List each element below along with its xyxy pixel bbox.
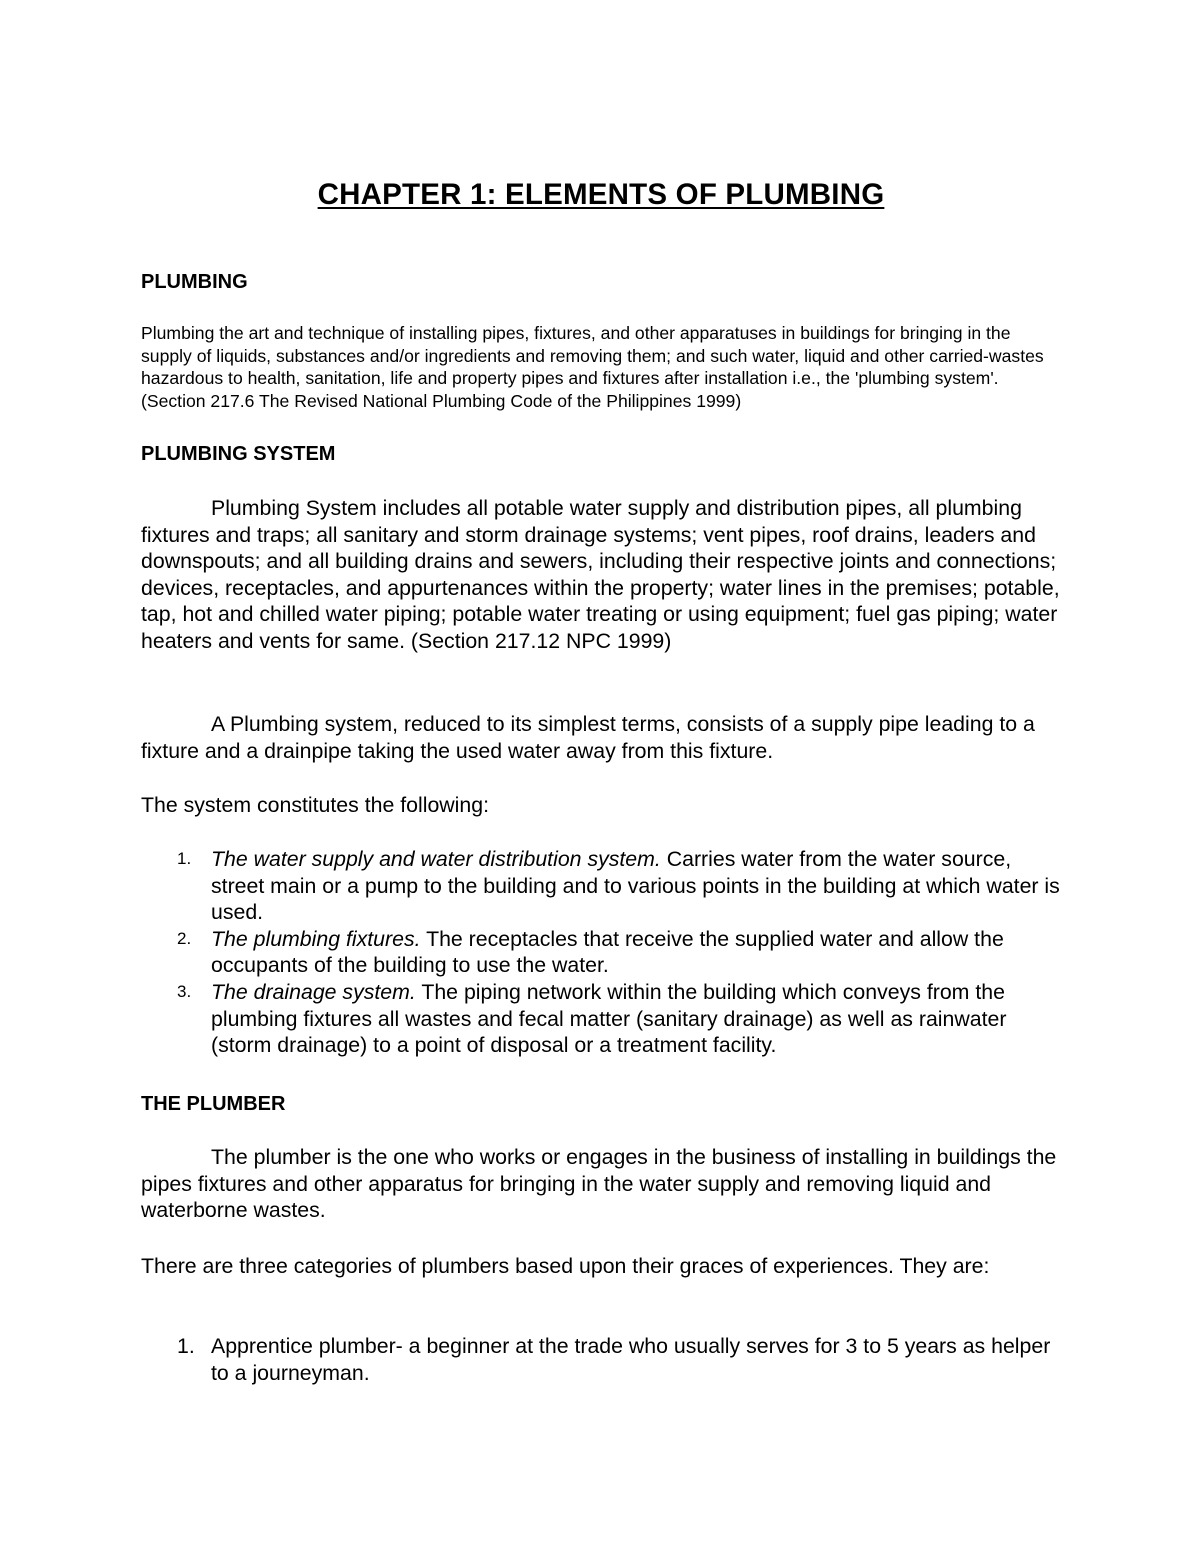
- list-item: [141, 1333, 1061, 1386]
- list-item: [141, 926, 1061, 979]
- list-item-number: 2.: [177, 928, 192, 948]
- list-item-term: The drainage system.: [211, 979, 416, 1004]
- list-item-number: 1.: [177, 849, 192, 868]
- list-item-number: 3.: [177, 981, 192, 1001]
- list-item-number: 1.: [177, 1334, 195, 1358]
- list-item-text: The piping network within the building which conveys from the plumbing fixtures all wastes and fecal matter (sanitary drainage) as well as rainwater (storm drainage) to a point of disposal or a treatment facility.: [211, 979, 1007, 1058]
- plumber-definition-paragraph: The plumber is the one who works or engages in the business of installing in buildings the pipes fixtures and other apparatus for bringing in the water supply and removing liquid and waterborne wastes.: [141, 1145, 1057, 1223]
- list-item: [141, 846, 1061, 926]
- plumber-categories-paragraph: There are three categories of plumbers based upon their graces of experiences. They are:: [141, 1254, 990, 1278]
- list-item-text: Carries water from the water source, street main or a pump to the building and to various points in the building at which water is used.: [211, 847, 1060, 925]
- plumbing-system-simple-terms-paragraph: A Plumbing system, reduced to its simplest terms, consists of a supply pipe leading to a fixture and a drainpipe taking the used water away from this fixture.: [141, 712, 1035, 763]
- plumbing-system-paragraph: Plumbing System includes all potable water supply and distribution pipes, all plumbing fixtures and traps; all sanitary and storm drainage systems; vent pipes, roof drains, leaders and downspouts; and all building drains and sewers, including their respective joints and connections; devices, receptacles, and appurtenances within the property; water lines in the premises; potable, tap, hot and chilled water piping; potable water treating or using equipment; fuel gas piping; water heaters and vents for same. (Section 217.12 NPC 1999): [141, 496, 1060, 653]
- chapter-title: CHAPTER 1: ELEMENTS OF PLUMBING: [317, 178, 885, 211]
- section-heading-plumbing-system: PLUMBING SYSTEM: [141, 443, 336, 465]
- system-components-list: [141, 846, 1061, 1059]
- plumber-categories-list: [141, 1333, 1061, 1386]
- system-list-intro: The system constitutes the following:: [141, 793, 490, 817]
- list-item-term: The water supply and water distribution system.: [211, 847, 661, 871]
- list-item: [141, 979, 1061, 1059]
- list-item-term: The plumbing fixtures.: [211, 926, 421, 951]
- list-item-text: The receptacles that receive the supplied water and allow the occupants of the building to use the water.: [211, 926, 1004, 978]
- section-heading-the-plumber: THE PLUMBER: [141, 1093, 286, 1115]
- list-item-text: Apprentice plumber- a beginner at the trade who usually serves for 3 to 5 years as helper to a journeyman.: [211, 1334, 1051, 1385]
- plumbing-definition-paragraph: Plumbing the art and technique of installing pipes, fixtures, and other apparatuses in buildings for bringing in the supply of liquids, substances and/or ingredients and removing them; and such water, liquid and other carried-wastes hazardous to health, sanitation, life and property pipes and fixtures after installation i.e., the 'plumbing system'. (Section 217.6 The Revised National Plumbing Code of the Philippines 1999): [141, 323, 1044, 411]
- section-heading-plumbing: PLUMBING: [141, 271, 248, 293]
